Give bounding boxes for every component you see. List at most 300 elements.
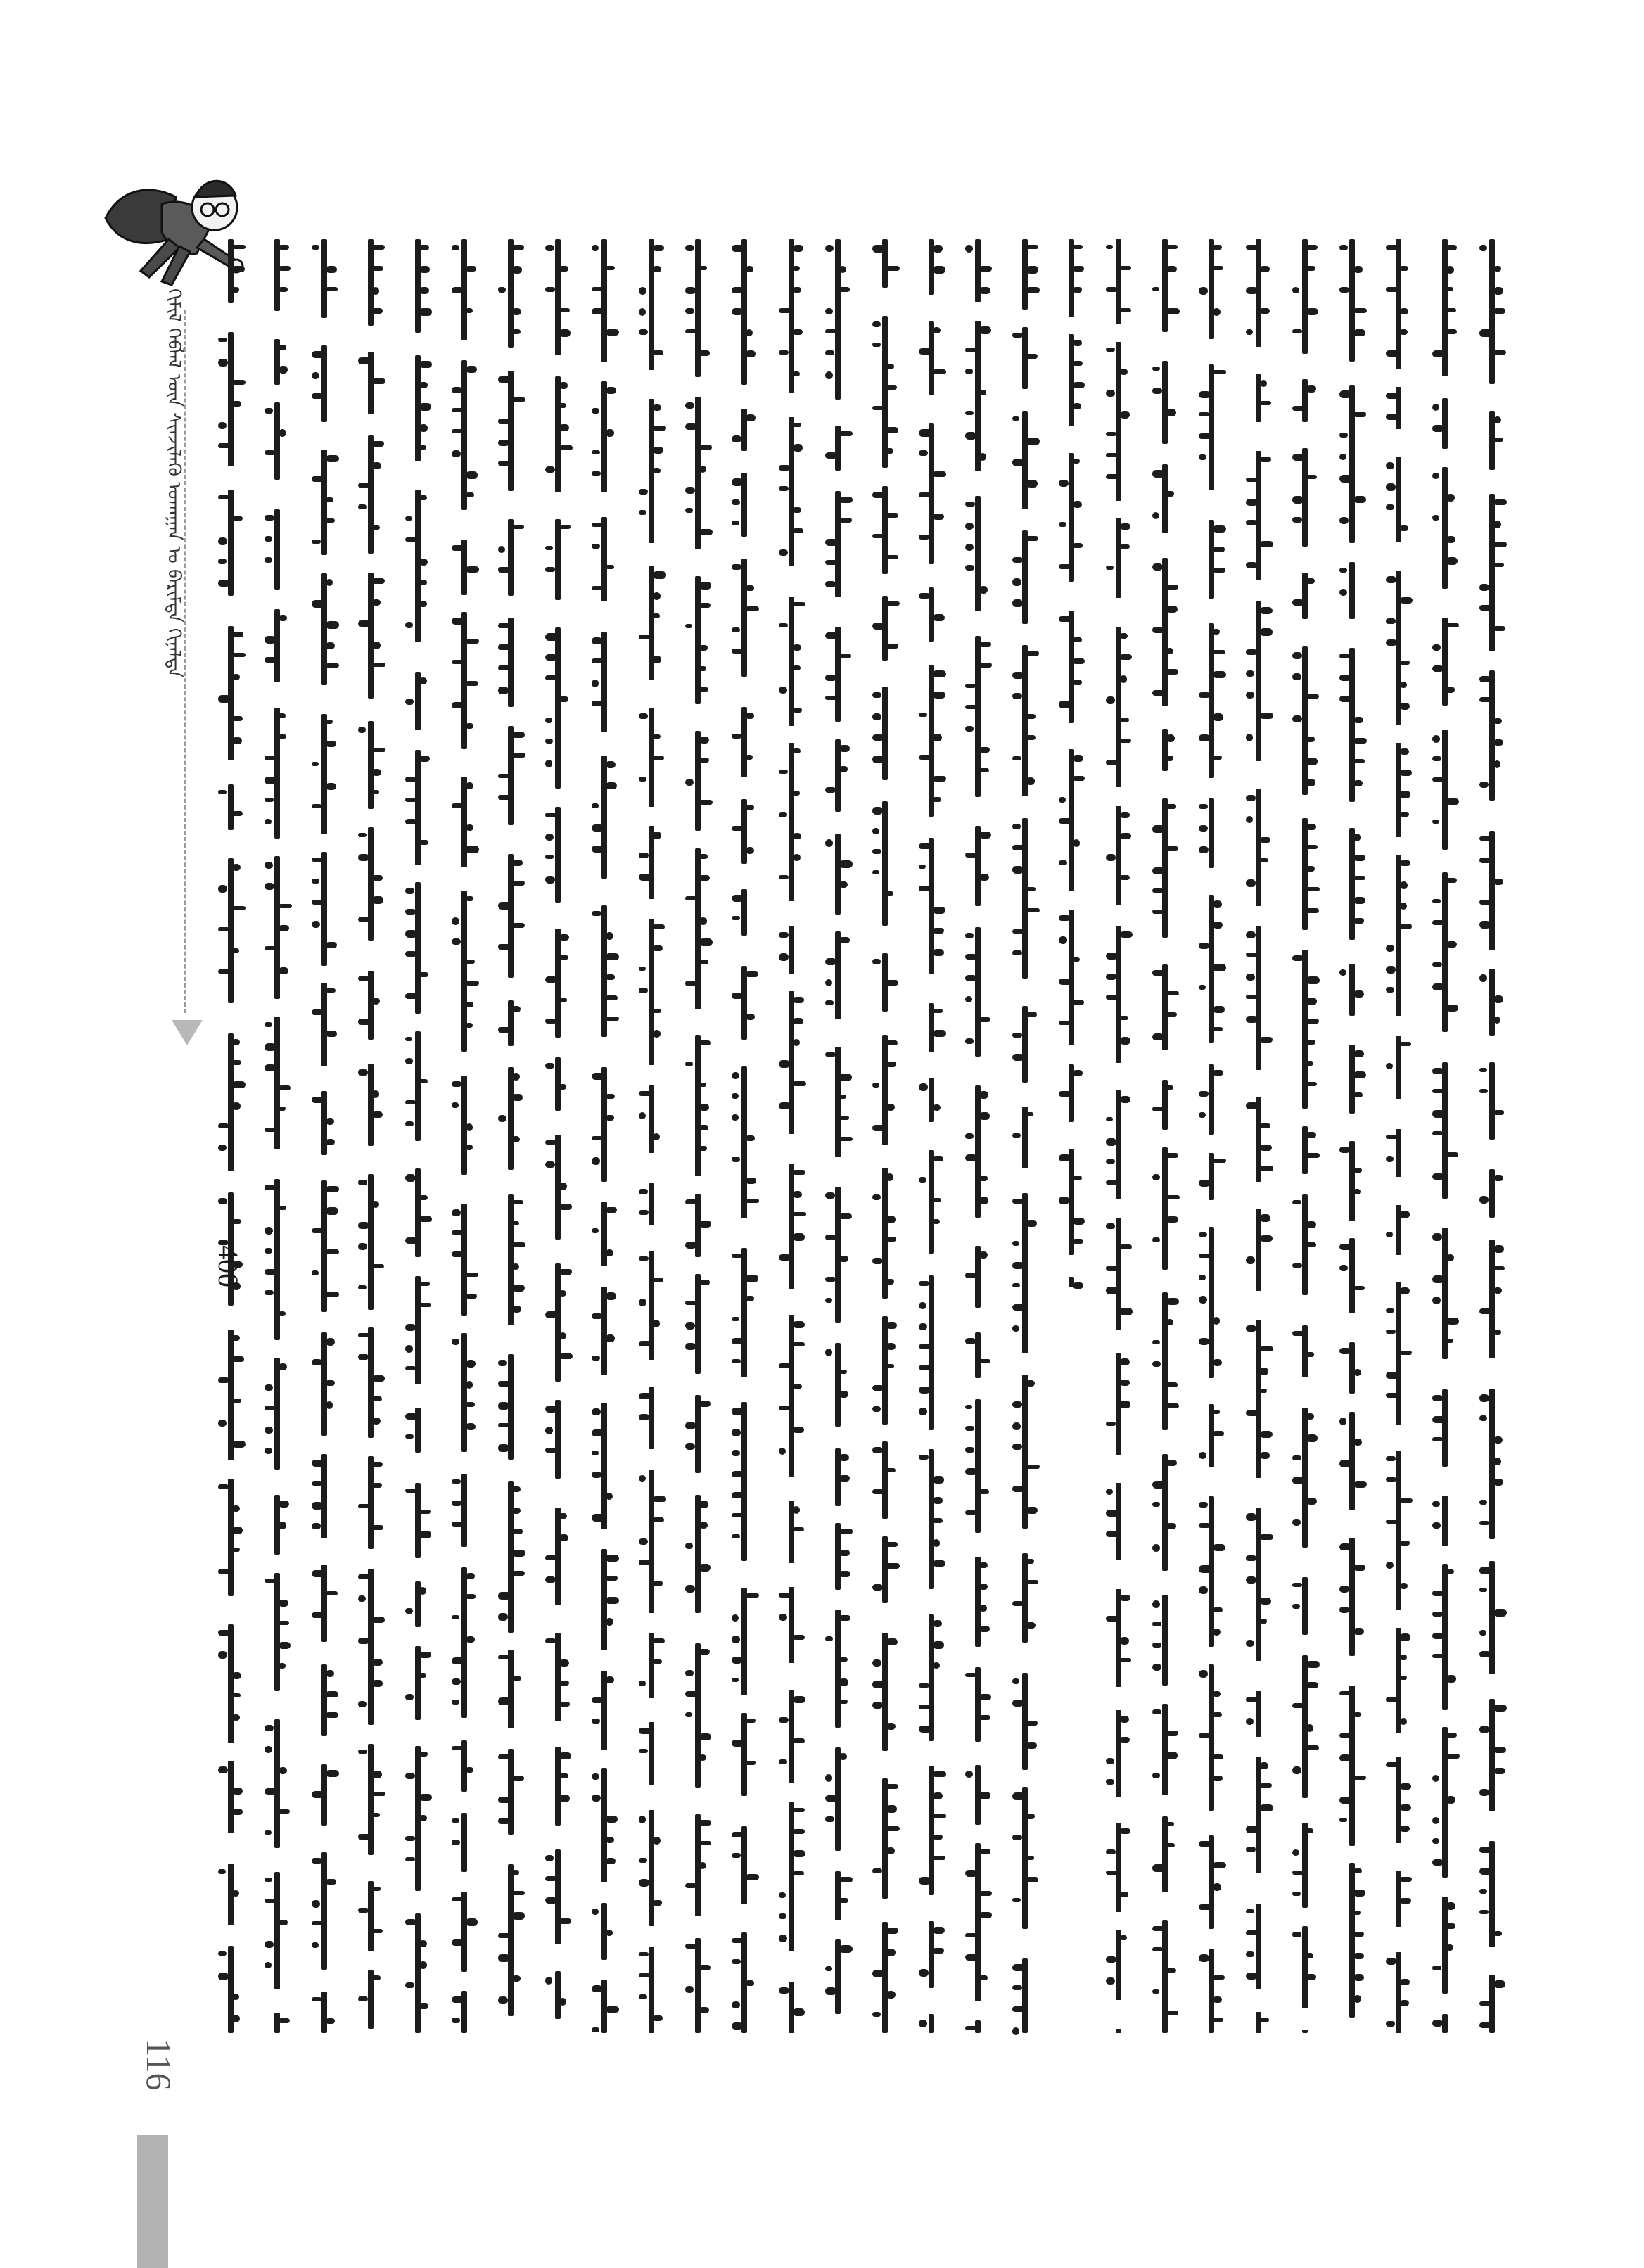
script-glyph-tooth [358, 357, 371, 364]
script-glyph-tooth [965, 1273, 976, 1278]
script-glyph-tooth [372, 462, 381, 469]
script-glyph-tooth [639, 1210, 649, 1215]
script-glyph-tooth [606, 1676, 614, 1683]
script-glyph-tooth [872, 1584, 883, 1591]
script-glyph-tooth [779, 1363, 791, 1368]
script-glyph-tooth [358, 483, 371, 488]
script-glyph-tooth [699, 1649, 710, 1655]
script-glyph-tooth [545, 287, 555, 292]
script-glyph-tooth [452, 2018, 460, 2023]
script-glyph-tooth [559, 934, 569, 941]
script-glyph-stroke [1209, 1227, 1214, 1378]
script-glyph-tooth [452, 1251, 463, 1257]
script-glyph-stroke [601, 632, 607, 732]
script-glyph-tooth [653, 924, 665, 929]
script-glyph-stroke [1162, 1292, 1168, 1430]
script-glyph-tooth [452, 917, 459, 925]
script-glyph-tooth [1292, 329, 1302, 333]
script-glyph-tooth [653, 1517, 664, 1522]
script-glyph-tooth [639, 329, 648, 335]
script-glyph-tooth [326, 663, 339, 668]
script-glyph-tooth [312, 1612, 324, 1618]
script-glyph-tooth [732, 521, 739, 525]
script-glyph-tooth [825, 1636, 833, 1641]
script-glyph-tooth [1446, 1923, 1455, 1929]
script-glyph-tooth [1432, 1437, 1443, 1441]
script-glyph-tooth [933, 670, 946, 677]
script-glyph-tooth [512, 1306, 521, 1313]
script-glyph-tooth [1106, 953, 1118, 960]
script-glyph-tooth [1026, 1721, 1038, 1726]
script-glyph-tooth [732, 1492, 745, 1498]
script-glyph-tooth [965, 954, 977, 960]
script-glyph-tooth [232, 1505, 240, 1512]
script-glyph-tooth [218, 559, 227, 564]
script-glyph-tooth [419, 1673, 426, 1678]
text-line [1472, 232, 1515, 2047]
script-glyph-tooth [919, 1177, 926, 1183]
script-glyph-tooth [1059, 797, 1066, 803]
script-glyph-tooth [1386, 2021, 1395, 2027]
script-glyph-tooth [699, 1564, 711, 1572]
script-glyph-tooth [1166, 1523, 1176, 1529]
script-glyph-tooth [559, 1998, 566, 2006]
script-glyph-tooth [965, 1510, 976, 1515]
script-glyph-tooth [606, 1555, 619, 1562]
script-glyph-tooth [466, 1360, 476, 1368]
script-glyph-tooth [466, 846, 479, 853]
script-glyph-tooth [886, 644, 898, 649]
script-glyph-tooth [732, 1254, 742, 1258]
script-glyph-tooth [1246, 245, 1259, 250]
script-glyph-tooth [498, 1754, 511, 1759]
script-glyph-stroke [1069, 334, 1074, 426]
script-glyph-tooth [839, 497, 853, 503]
script-glyph-tooth [653, 756, 664, 760]
script-glyph-tooth [498, 287, 506, 293]
script-glyph-tooth [419, 266, 430, 273]
script-glyph-tooth [372, 1771, 382, 1778]
script-glyph-tooth [965, 348, 978, 352]
script-glyph-stroke [1349, 1863, 1355, 2018]
script-glyph-tooth [1166, 1822, 1174, 1826]
script-glyph-tooth [372, 287, 379, 295]
script-glyph-tooth [979, 874, 989, 881]
script-glyph-tooth [825, 787, 836, 793]
text-line [491, 232, 533, 2047]
script-glyph-tooth [699, 800, 713, 805]
script-glyph-tooth [326, 621, 339, 629]
script-glyph-tooth [746, 1275, 758, 1282]
script-glyph-tooth [358, 1019, 371, 1025]
script-glyph-stroke [1489, 1240, 1495, 1358]
script-glyph-tooth [639, 1749, 648, 1753]
script-glyph-tooth [872, 870, 879, 874]
script-glyph-tooth [1432, 1275, 1444, 1283]
script-glyph-tooth [498, 567, 510, 573]
text-line [865, 232, 907, 2047]
script-glyph-tooth [1432, 1233, 1442, 1241]
script-glyph-tooth [1400, 1655, 1407, 1660]
script-glyph-tooth [1306, 1498, 1317, 1505]
script-glyph-stroke [1022, 530, 1028, 624]
script-glyph-tooth [1120, 931, 1133, 938]
script-glyph-tooth [545, 1855, 554, 1861]
script-glyph-tooth [639, 635, 651, 639]
script-glyph-tooth [265, 1788, 278, 1795]
script-glyph-tooth [1432, 1131, 1443, 1135]
script-glyph-stroke [882, 1922, 888, 2033]
script-glyph-tooth [872, 1258, 883, 1264]
script-glyph-tooth [825, 1277, 836, 1282]
script-glyph-tooth [419, 1815, 427, 1821]
script-glyph-tooth [1026, 1814, 1035, 1819]
script-glyph-stroke [789, 1982, 794, 2033]
script-glyph-tooth [1213, 2018, 1223, 2022]
script-glyph-tooth [1400, 1351, 1412, 1355]
script-glyph-stroke [415, 1913, 421, 2033]
script-glyph-tooth [1432, 1591, 1444, 1596]
script-glyph-tooth [1306, 1242, 1316, 1247]
script-glyph-stroke [1022, 1193, 1028, 1353]
script-glyph-stroke [1116, 1930, 1121, 2000]
script-glyph-tooth [279, 1600, 288, 1607]
script-glyph-tooth [1120, 1637, 1129, 1645]
script-glyph-tooth [685, 1199, 697, 1204]
script-glyph-tooth [699, 1125, 708, 1130]
script-glyph-tooth [685, 1986, 694, 1993]
script-glyph-tooth [779, 687, 787, 694]
script-glyph-tooth [1120, 654, 1132, 660]
script-glyph-tooth [358, 1180, 367, 1185]
text-line [1099, 232, 1141, 2047]
script-glyph-tooth [933, 514, 944, 520]
script-glyph-stroke [1022, 239, 1028, 310]
script-glyph-tooth [232, 1060, 241, 1065]
script-glyph-tooth [1400, 881, 1408, 889]
script-glyph-tooth [592, 308, 604, 314]
script-glyph-tooth [312, 600, 324, 608]
script-glyph-tooth [498, 1655, 510, 1659]
script-glyph-tooth [1246, 795, 1256, 801]
script-glyph-tooth [839, 1213, 852, 1219]
script-glyph-stroke [695, 1643, 701, 1788]
script-glyph-tooth [1479, 858, 1491, 863]
page-number: 116 [139, 2039, 179, 2091]
script-glyph-tooth [979, 1489, 989, 1494]
script-glyph-tooth [1213, 922, 1223, 929]
script-glyph-tooth [1026, 1465, 1040, 1469]
script-glyph-tooth [452, 1818, 459, 1823]
script-glyph-tooth [1059, 1091, 1071, 1097]
script-glyph-tooth [872, 1447, 883, 1453]
script-glyph-tooth [839, 1657, 848, 1662]
script-glyph-tooth [653, 613, 660, 618]
script-glyph-tooth [732, 499, 740, 505]
script-glyph-tooth [653, 832, 661, 839]
script-glyph-tooth [1400, 2000, 1409, 2006]
script-glyph-tooth [232, 811, 243, 816]
script-glyph-tooth [466, 366, 477, 373]
script-glyph-tooth [512, 1571, 525, 1576]
script-glyph-tooth [1353, 1911, 1361, 1915]
script-glyph-tooth [512, 753, 525, 758]
script-glyph-stroke [741, 1588, 747, 1695]
script-glyph-tooth [1400, 791, 1410, 798]
script-glyph-tooth [699, 350, 710, 356]
script-glyph-tooth [1306, 1682, 1318, 1688]
script-glyph-tooth [1166, 1752, 1178, 1759]
script-glyph-tooth [1152, 825, 1165, 833]
script-glyph-tooth [1246, 1697, 1258, 1702]
script-glyph-tooth [498, 902, 511, 910]
script-glyph-tooth [1493, 438, 1503, 442]
header-dashed-rule [184, 310, 186, 1013]
script-glyph-tooth [1306, 866, 1315, 872]
script-glyph-tooth [606, 1094, 615, 1099]
script-glyph-tooth [232, 1890, 239, 1897]
script-glyph-tooth [312, 351, 324, 358]
script-glyph-tooth [1306, 1745, 1319, 1750]
script-glyph-stroke [321, 1992, 327, 2033]
script-glyph-stroke [835, 1610, 841, 1728]
script-glyph-stroke [741, 1248, 747, 1377]
script-glyph-tooth [1432, 350, 1445, 357]
script-glyph-tooth [872, 1125, 885, 1131]
script-glyph-tooth [979, 1694, 991, 1700]
script-glyph-stroke [1349, 648, 1355, 802]
script-glyph-tooth [685, 624, 692, 628]
script-glyph-tooth [872, 1868, 882, 1873]
script-glyph-tooth [1306, 845, 1318, 849]
script-glyph-tooth [699, 529, 713, 535]
script-glyph-tooth [232, 1714, 240, 1721]
script-glyph-tooth [1432, 1173, 1444, 1180]
script-glyph-tooth [1106, 1871, 1119, 1875]
script-glyph-tooth [1479, 1089, 1488, 1093]
script-glyph-tooth [419, 756, 430, 762]
script-glyph-tooth [1026, 1742, 1037, 1749]
script-glyph-tooth [358, 1908, 369, 1913]
script-glyph-tooth [452, 408, 464, 412]
script-glyph-tooth [1432, 820, 1439, 824]
script-glyph-tooth [793, 1829, 805, 1834]
script-glyph-tooth [746, 585, 754, 591]
script-glyph-tooth [1012, 599, 1023, 607]
script-glyph-tooth [886, 601, 900, 606]
script-glyph-tooth [1246, 1951, 1254, 1957]
script-glyph-tooth [979, 1584, 988, 1590]
script-glyph-tooth [326, 1031, 337, 1037]
script-glyph-tooth [545, 654, 557, 661]
script-glyph-tooth [1339, 1607, 1349, 1613]
script-glyph-stroke [695, 397, 701, 549]
script-glyph-tooth [1246, 1973, 1257, 1980]
script-glyph-tooth [279, 266, 291, 271]
script-glyph-tooth [1026, 266, 1038, 274]
script-glyph-tooth [1213, 1996, 1222, 2003]
script-glyph-tooth [653, 468, 661, 473]
script-glyph-tooth [606, 995, 618, 1000]
script-glyph-tooth [825, 1987, 836, 1995]
text-line [1145, 232, 1187, 2047]
script-glyph-tooth [919, 755, 931, 760]
script-glyph-tooth [419, 559, 428, 566]
script-glyph-tooth [1246, 520, 1257, 525]
script-glyph-stroke [461, 1740, 467, 1792]
script-glyph-tooth [979, 1091, 988, 1099]
script-glyph-tooth [1432, 425, 1444, 432]
script-glyph-stroke [228, 1033, 234, 1171]
script-glyph-tooth [218, 1951, 227, 1956]
script-glyph-tooth [732, 308, 743, 315]
script-glyph-tooth [886, 1364, 894, 1368]
script-glyph-tooth [1246, 1847, 1256, 1852]
script-glyph-tooth [1493, 1266, 1505, 1270]
script-glyph-tooth [1339, 1348, 1351, 1354]
script-glyph-tooth [512, 1891, 525, 1895]
script-glyph-tooth [372, 525, 380, 530]
script-glyph-stroke [1442, 730, 1448, 850]
script-glyph-tooth [1026, 908, 1040, 912]
script-glyph-tooth [545, 1897, 557, 1904]
script-glyph-tooth [512, 732, 525, 738]
script-glyph-tooth [699, 1965, 711, 1970]
script-glyph-tooth [639, 967, 646, 971]
script-glyph-tooth [1400, 1979, 1410, 1985]
script-glyph-stroke [741, 1713, 747, 1796]
script-glyph-tooth [1479, 900, 1491, 905]
script-glyph-tooth [265, 819, 272, 824]
script-glyph-tooth [592, 1228, 599, 1233]
script-glyph-tooth [1339, 969, 1346, 976]
script-glyph-tooth [685, 1543, 693, 1549]
script-glyph-tooth [839, 1137, 853, 1141]
script-glyph-tooth [685, 329, 697, 333]
script-glyph-tooth [466, 471, 478, 479]
script-glyph-tooth [639, 1858, 647, 1863]
script-glyph-tooth [1106, 854, 1116, 861]
script-glyph-tooth [279, 904, 292, 908]
script-glyph-tooth [1166, 1319, 1173, 1325]
script-glyph-tooth [732, 1614, 739, 1622]
script-glyph-tooth [825, 1774, 832, 1782]
text-line [351, 232, 393, 2047]
script-glyph-tooth [1493, 521, 1501, 528]
script-glyph-tooth [919, 1387, 930, 1394]
script-glyph-tooth [639, 1112, 646, 1119]
script-glyph-tooth [653, 1659, 662, 1664]
script-glyph-tooth [1432, 1089, 1446, 1093]
text-line [632, 232, 674, 2047]
script-glyph-tooth [512, 1136, 520, 1142]
script-glyph-stroke [1302, 1823, 1308, 1908]
script-glyph-tooth [1012, 1304, 1026, 1311]
script-glyph-tooth [1152, 1600, 1160, 1608]
script-glyph-tooth [452, 660, 464, 664]
script-glyph-tooth [1012, 1325, 1019, 1332]
script-glyph-stroke [461, 1474, 467, 1547]
script-glyph-stroke [508, 1481, 514, 1633]
script-glyph-tooth [933, 1771, 946, 1777]
script-glyph-tooth [1106, 432, 1116, 436]
script-glyph-tooth [1432, 1297, 1441, 1304]
script-glyph-tooth [886, 1928, 898, 1934]
script-glyph-stroke [1162, 1816, 1168, 1892]
script-glyph-tooth [1306, 1061, 1313, 1066]
script-glyph-tooth [732, 895, 744, 902]
script-glyph-tooth [452, 938, 461, 945]
script-glyph-tooth [1400, 682, 1407, 688]
script-glyph-tooth [732, 1429, 741, 1436]
script-glyph-tooth [732, 1740, 744, 1747]
script-glyph-tooth [685, 896, 696, 900]
script-glyph-tooth [965, 1771, 973, 1778]
script-glyph-tooth [653, 266, 661, 272]
script-glyph-tooth [825, 452, 837, 459]
script-glyph-tooth [965, 1338, 976, 1344]
script-glyph-tooth [685, 1301, 698, 1305]
script-glyph-tooth [372, 1201, 379, 1208]
script-glyph-tooth [326, 1186, 339, 1192]
script-glyph-tooth [279, 1522, 286, 1529]
script-glyph-tooth [653, 245, 664, 251]
script-glyph-tooth [1400, 329, 1408, 335]
script-glyph-tooth [1073, 1218, 1085, 1225]
script-glyph-tooth [1386, 1562, 1394, 1569]
script-glyph-tooth [886, 1040, 898, 1045]
script-glyph-tooth [405, 1037, 412, 1041]
script-glyph-tooth [746, 713, 754, 719]
script-glyph-tooth [592, 1985, 602, 1992]
script-glyph-stroke [321, 714, 327, 834]
script-glyph-tooth [965, 996, 972, 1002]
script-glyph-tooth [405, 1324, 416, 1331]
script-glyph-tooth [793, 1342, 805, 1346]
script-glyph-tooth [592, 637, 602, 644]
script-glyph-tooth [825, 560, 839, 565]
script-glyph-tooth [1493, 1609, 1507, 1617]
script-glyph-stroke [1256, 1508, 1261, 1661]
script-glyph-tooth [732, 734, 741, 739]
script-glyph-tooth [372, 1483, 382, 1488]
script-glyph-tooth [452, 803, 464, 808]
script-glyph-tooth [592, 245, 599, 251]
script-glyph-tooth [1339, 589, 1347, 596]
script-glyph-tooth [1106, 566, 1114, 570]
script-glyph-tooth [793, 1081, 806, 1086]
text-line [1052, 232, 1094, 2047]
script-glyph-stroke [1116, 1710, 1121, 1797]
script-glyph-tooth [218, 1766, 228, 1773]
script-glyph-tooth [872, 534, 886, 538]
script-glyph-tooth [279, 345, 286, 350]
script-glyph-tooth [1432, 1654, 1444, 1658]
script-glyph-tooth [1152, 1340, 1160, 1344]
script-glyph-tooth [886, 1173, 893, 1181]
script-glyph-tooth [218, 359, 228, 367]
script-glyph-tooth [372, 1929, 383, 1933]
script-glyph-tooth [779, 1759, 787, 1764]
script-glyph-tooth [933, 1948, 944, 1954]
script-glyph-tooth [559, 1084, 566, 1090]
script-glyph-tooth [1339, 475, 1352, 483]
script-glyph-tooth [1012, 1422, 1021, 1430]
script-glyph-tooth [1012, 1835, 1022, 1840]
script-glyph-tooth [1106, 1422, 1116, 1426]
script-glyph-tooth [1432, 1501, 1440, 1507]
script-glyph-tooth [639, 1341, 651, 1346]
